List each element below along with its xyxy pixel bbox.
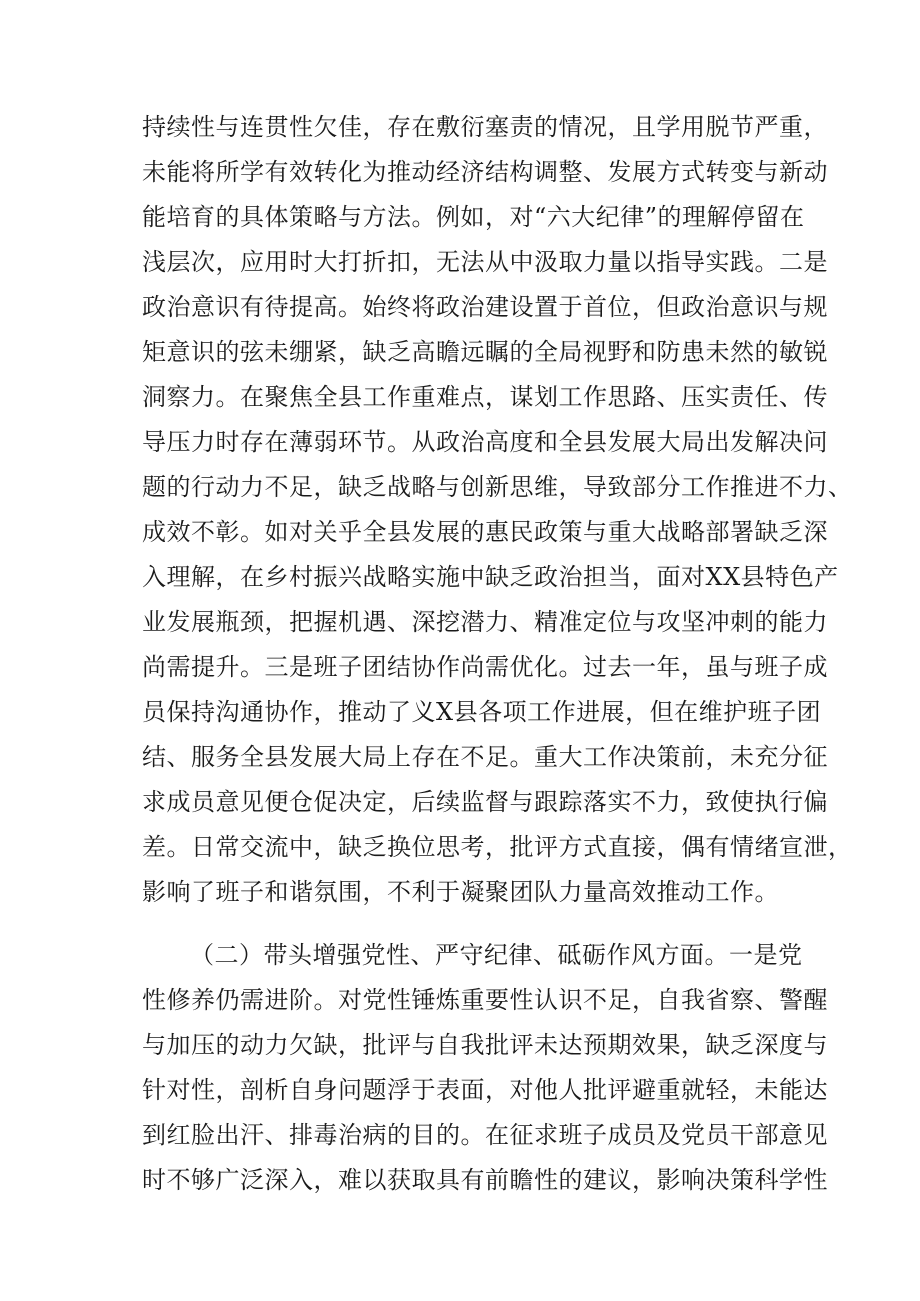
text-line: 时不够广泛深入，难以获取具有前瞻性的建议，影响决策科学性 xyxy=(142,1166,828,1194)
text-line: 到红脸出汗、排毒治病的目的。在征求班子成员及党员干部意见 xyxy=(142,1121,828,1149)
text-line: 入理解，在乡村振兴战略实施中缺乏政治担当，面对XX县特色产 xyxy=(142,563,839,591)
text-line: 与加压的动力欠缺，批评与自我批评未达预期效果，缺乏深度与 xyxy=(142,1031,828,1059)
text-line: 影响了班子和谐氛围，不利于凝聚团队力量高效推动工作。 xyxy=(142,878,779,906)
text-line: 求成员意见便仓促决定，后续监督与跟踪落实不力，致使执行偏 xyxy=(142,788,828,816)
text-line: 员保持沟通协作，推动了义X县各项工作进展，但在维护班子团 xyxy=(142,698,822,726)
text-line: 针对性，剖析自身问题浮于表面，对他人批评避重就轻，未能达 xyxy=(142,1076,828,1104)
text-line: 业发展瓶颈，把握机遇、深挖潜力、精准定位与攻坚冲刺的能力 xyxy=(142,608,828,636)
text-line: 导压力时存在薄弱环节。从政治高度和全县发展大局出发解决问 xyxy=(142,428,828,456)
text-line: 持续性与连贯性欠佳，存在敷衍塞责的情况，且学用脱节严重， xyxy=(142,113,828,141)
text-line: 能培育的具体策略与方法。例如，对“六大纪律”的理解停留在 xyxy=(142,203,805,231)
text-line: 浅层次，应用时大打折扣，无法从中汲取力量以指导实践。二是 xyxy=(142,248,828,276)
text-line: 洞察力。在聚焦全县工作重难点，谋划工作思路、压实责任、传 xyxy=(142,383,828,411)
text-line: 差。日常交流中，缺乏换位思考，批评方式直接，偶有情绪宣泄， xyxy=(142,833,853,861)
text-line: 题的行动力不足，缺乏战略与创新思维，导致部分工作推进不力、 xyxy=(142,473,853,501)
text-line: 性修养仍需进阶。对党性锤炼重要性认识不足，自我省察、警醒 xyxy=(142,986,828,1014)
text-line: 矩意识的弦未绷紧，缺乏高瞻远瞩的全局视野和防患未然的敏锐 xyxy=(142,338,828,366)
text-line: 政治意识有待提高。始终将政治建设置于首位，但政治意识与规 xyxy=(142,293,828,321)
text-line: 成效不彰。如对关乎全县发展的惠民政策与重大战略部署缺乏深 xyxy=(142,518,828,546)
section-heading-line: （二）带头增强党性、严守纪律、砥砺作风方面。一是党 xyxy=(190,941,803,969)
text-line: 尚需提升。三是班子团结协作尚需优化。过去一年，虽与班子成 xyxy=(142,653,828,681)
text-line: 结、服务全县发展大局上存在不足。重大工作决策前，未充分征 xyxy=(142,743,828,771)
text-line: 未能将所学有效转化为推动经济结构调整、发展方式转变与新动 xyxy=(142,158,828,186)
